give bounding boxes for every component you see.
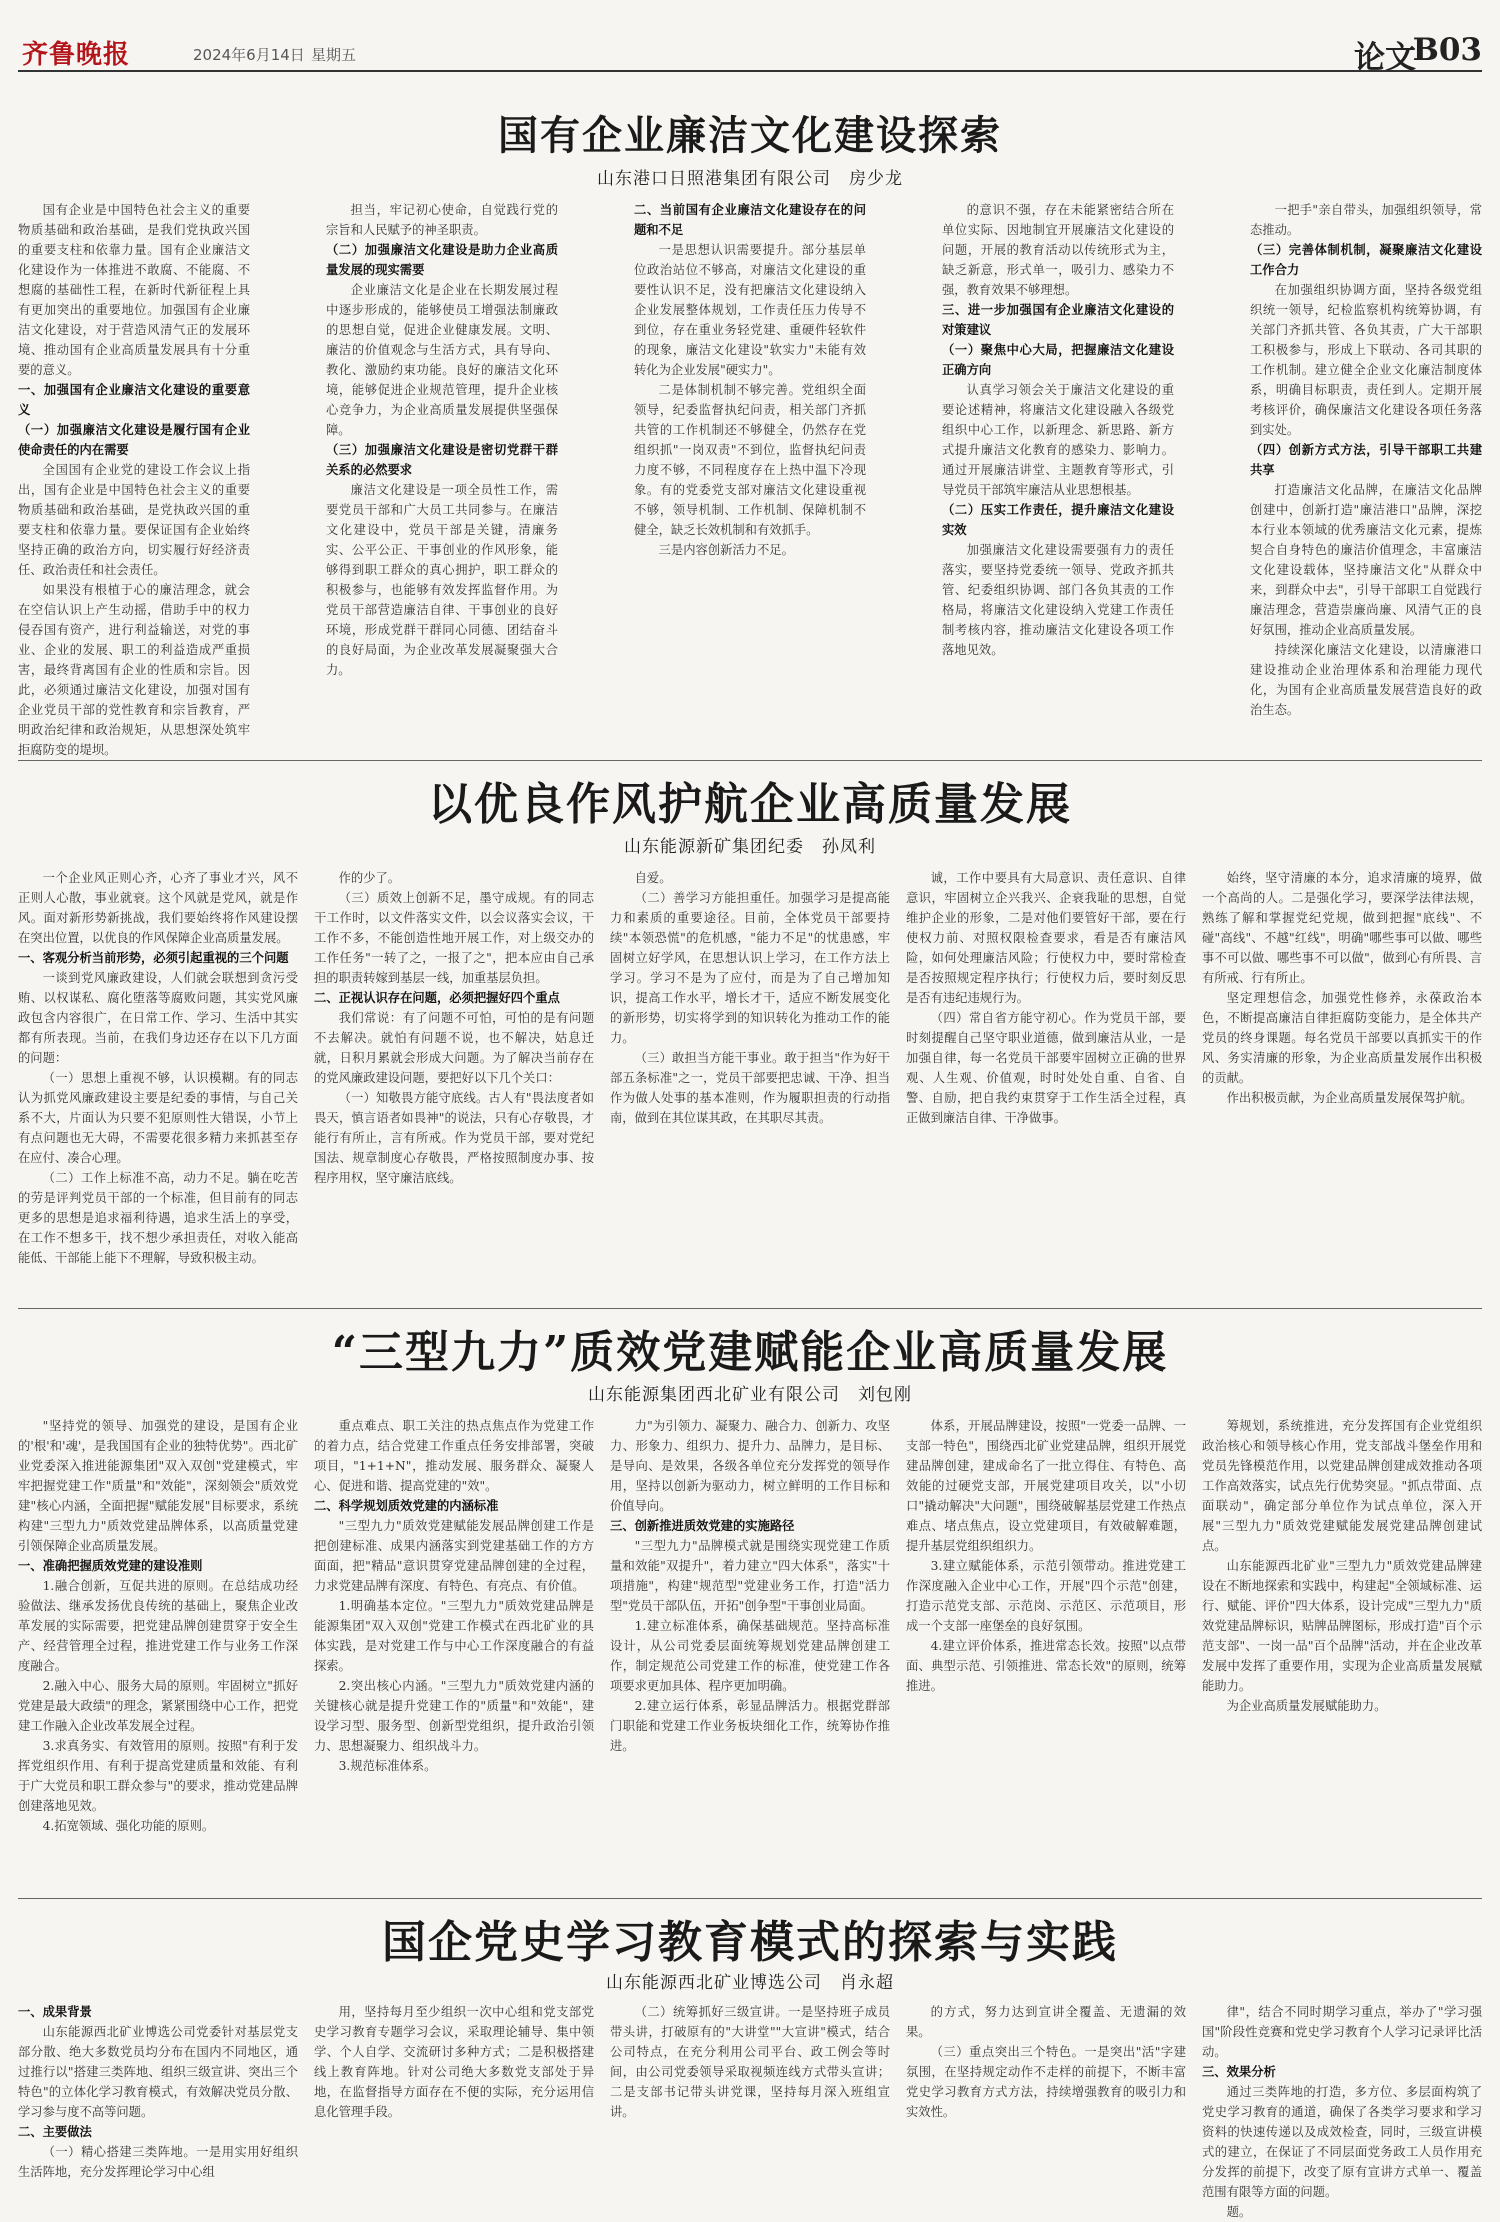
paragraph: 律"，结合不同时期学习重点，举办了"学习强国"阶段性竞赛和党史学习教育个人学习记录评比活动。 xyxy=(1202,2005,1482,2059)
issue-date: 2024年6月14日 xyxy=(193,46,305,64)
paragraph: 2.突出核心内涵。"三型九力"质效党建内涵的关键核心就是提升党建工作的"质量"和"效能"，建设学习型、服务型、创新型党组织，提升政治引领力、思想凝聚力、组织战斗力。 xyxy=(314,1679,594,1753)
paragraph: 1.建立标准体系，确保基础规范。坚持高标准设计，从公司党委层面统筹规划党建品牌创建工作，制定规范公司党建工作的标准，使党建工作各项要求更加具体、程序更加明确。 xyxy=(610,1619,890,1693)
article-column xyxy=(1202,2002,1482,2219)
article-column xyxy=(610,2002,890,2192)
paragraph: 二是体制机制不够完善。党组织全面领导，纪委监督执纪问责，相关部门齐抓共管的工作机制还不够健全，仍然存在党组织抓"一岗双责"不到位，监督执纪问责力度不够，不同程度存在上热中温下冷现象。有的党委党支部对廉洁文化建设重视不够，领导机制、工作机制、保障机制不健全，缺乏长效机制和有效抓手。 xyxy=(634,383,866,537)
paragraph: 一个企业风正则心齐，心齐了事业才兴，风不正则人心散，事业就衰。这个风就是党风，就是作风。面对新形势新挑战，我们要始终将作风建设摆在突出位置，以优良的作风保障企业高质量发展。 xyxy=(18,871,298,945)
article-byline: 山东能源集团西北矿业有限公司 刘包刚 xyxy=(588,1385,912,1405)
article-body xyxy=(18,200,1482,757)
paragraph: 4.拓宽领域、强化功能的原则。 xyxy=(42,1819,215,1833)
paragraph: 通过三类阵地的打造，多方位、多层面构筑了党史学习教育的通道，确保了各类学习要求和学习资料的快速传递以及成效检查，同时，三级宣讲模式的建立，在保证了不同层面党务政工人员作用充分发挥的前提下，改变了原有宣讲方式单一、覆盖范围有限等方面的问题。 xyxy=(1202,2085,1482,2199)
paragraph: （二）工作上标准不高，动力不足。躺在吃苦的劳是评判党员干部的一个标准，但目前有的同志更多的思想是追求福利待遇，追求生活上的享受，在工作不想多干，找不想少承担责任，对收入能高能低、干部能上能下不理解，导致积极主动。 xyxy=(18,1171,298,1265)
paragraph: 认真学习领会关于廉洁文化建设的重要论述精神，将廉洁文化建设融入各级党组织中心工作，以新理念、新思路、新方式提升廉洁文化教育的感染力、影响力。通过开展廉洁讲堂、主题教育等形式，引导党员干部筑牢廉洁从业思想根基。 xyxy=(942,383,1174,497)
article-byline: 山东能源新矿集团纪委 孙凤利 xyxy=(624,837,876,857)
paragraph: 在加强组织协调方面，坚持各级党组织统一领导，纪检监察机构统筹协调，有关部门齐抓共管、各负其责，广大干部职工积极参与，形成上下联动、各司其职的工作机制。建立健全企业文化廉洁制度体系，明确目标职责，责任到人。定期开展考核评价，确保廉洁文化建设各项任务落到实处。 xyxy=(1250,283,1482,437)
paragraph: 山东能源西北矿业博选公司党委针对基层党支部分散、绝大多数党员均分布在国内不同地区，通过推行以"搭建三类阵地、组织三级宣讲、突出三个特色"的立体化学习教育模式，有效解决党员分散、学习参与度不高等问题。 xyxy=(18,2025,298,2119)
section-heading: 二、当前国有企业廉洁文化建设存在的问题和不足 xyxy=(634,202,866,237)
paragraph: 如果没有根植于心的廉洁理念，就会在空信认识上产生动摇，借助手中的权力侵吞国有资产，进行利益输送，对党的事业、企业的发展、职工的利益造成严重损害，最终背离国有企业的性质和宗旨。因此，必须通过廉洁文化建设，加强对国有企业党员干部的党性教育和宗旨教育，严明政治纪律和政治规矩，从思想深处筑牢拒腐防变的堤坝。 xyxy=(18,583,250,757)
paragraph: 3.建立赋能体系，示范引领带动。推进党建工作深度融入企业中心工作，开展"四个示范"创建，打造示范党支部、示范岗、示范区、示范项目，形成一个支部一座堡垒的良好氛围。 xyxy=(906,1559,1186,1633)
newspaper-logo: 齐鲁晚报 xyxy=(22,40,131,70)
article-body xyxy=(18,868,1482,1298)
paragraph: 坚定理想信念，加强党性修养，永葆政治本色，不断提高廉洁自律拒腐防变能力，是全体共产党员的终身课题。每名党员干部要以真抓实干的作风、务实清廉的形象，为企业高质量发展作出积极的贡献。 xyxy=(1202,991,1482,1085)
paragraph: 体系，开展品牌建设，按照"一党委一品牌、一支部一特色"，围绕西北矿业党建品牌，组织开展党建品牌创建，建成命名了一批立得住、有特色、高效能的过硬党支部，开展党建项目攻关，以"小切口"撬动解决"大问题"，围绕破解基层党建工作热点难点、堵点焦点，设立党建项目，有效破解难题，提升基层党组织组织力。 xyxy=(906,1419,1186,1553)
paragraph: （一）知敬畏方能守底线。古人有"畏法度者如畏天，慎言语者如畏神"的说法，只有心存敬畏，才能行有所止，言有所戒。作为党员干部，要对党纪国法、规章制度心存敬畏，严格按照制度办事、按程序用权，坚守廉洁底线。 xyxy=(314,1091,594,1185)
article-title: “三型九力”质效党建赋能企业高质量发展 xyxy=(331,1327,1169,1378)
article-title: 国企党史学习教育模式的探索与实践 xyxy=(382,1917,1118,1968)
article-column xyxy=(1250,200,1482,750)
paragraph: 一谈到党风廉政建设，人们就会联想到贪污受贿、以权谋私、腐化堕落等腐败问题，其实党风廉政包含内容很广，在日常工作、学习、生活中其实都有所表现。当前，在我们身边还存在以下几方面的问题： xyxy=(18,971,298,1065)
section-heading: （三）完善体制机制，凝聚廉洁文化建设工作合力 xyxy=(1250,242,1482,277)
paragraph: （三）重点突出三个特色。一是突出"活"字建氛围，在坚持规定动作不走样的前提下，不断丰富党史学习教育方式方法，持续增强教育的吸引力和实效性。 xyxy=(906,2045,1186,2119)
paragraph: 全国国有企业党的建设工作会议上指出，国有企业是中国特色社会主义的重要物质基础和政治基础，是党执政兴国的重要支柱和依靠力量。要保证国有企业始终坚持正确的政治方向，切实履行好经济责任、政治责任和社会责任。 xyxy=(18,463,250,577)
paragraph: 1.明确基本定位。"三型九力"质效党建品牌是能源集团"双入双创"党建工作模式在西北矿业的具体实践，是对党建工作与中心工作深度融合的有益探索。 xyxy=(314,1599,594,1673)
article-column xyxy=(18,868,298,1298)
article-column xyxy=(906,2002,1186,2192)
section-heading: 二、正视认识存在问题，必须把握好四个重点 xyxy=(314,990,560,1005)
paragraph: "坚持党的领导、加强党的建设，是国有企业的'根'和'魂'，是我国国有企业的独特优势"。西北矿业党委深入推进能源集团"双入双创"党建模式，牢牢把握党建工作"质量"和"效能"，深刻领会"质效党建"核心内涵，全面把握"赋能发展"目标要求，系统构建"三型九力"质效党建品牌体系，以高质量党建引领保障企业高质量发展。 xyxy=(18,1419,298,1553)
paragraph: 始终，坚守清廉的本分，追求清廉的境界，做一个高尚的人。二是强化学习，要深学法律法规，熟练了解和掌握党纪党规，做到把握"底线"、不碰"高线"、不越"红线"，明确"哪些事可以做、哪些事不可以做、哪些事不可以做"，做到心有所畏、言有所戒、行有所止。 xyxy=(1202,871,1482,985)
article-column xyxy=(314,2002,594,2192)
article-separator xyxy=(18,760,1482,761)
paragraph: 加强廉洁文化建设需要强有力的责任落实，要坚持党委统一领导、党政齐抓共管、纪委组织协调、部门各负其责的工作格局，将廉洁文化建设纳入党建工作责任制考核内容，推动廉洁文化建设各项工作落地见效。 xyxy=(942,543,1174,657)
paragraph: （二）统筹抓好三级宣讲。一是坚持班子成员带头讲，打破原有的"大讲堂""大宣讲"模式，结合公司特点，在充分利用公司平台、政工例会等时间，由公司党委领导采取视频连线方式带头宣讲；二是支部书记带头讲党课，坚持每月深入班组宣讲。 xyxy=(610,2005,890,2119)
paragraph: 为企业高质量发展赋能助力。 xyxy=(1226,1699,1387,1713)
section-heading: （一）聚焦中心大局，把握廉洁文化建设正确方向 xyxy=(942,342,1174,377)
paragraph: 担当，牢记初心使命，自觉践行党的宗旨和人民赋予的神圣职责。 xyxy=(326,203,558,237)
paragraph: 诚，工作中要具有大局意识、责任意识、自律意识，牢固树立企兴我兴、企衰我耻的思想，自觉维护企业的形象，二是对他们要管好干部，要在行使权力前、对照权限检查要求，看是否有廉洁风险，如何处理廉洁风险；行使权力中，要时常检查是否按照规定程序执行；行使权力后，要时刻反思是否有违纪违规行为。 xyxy=(906,871,1186,1005)
paragraph: "三型九力"品牌模式就是围绕实现党建工作质量和效能"双提升"，着力建立"四大体系"，落实"十项措施"，构建"规范型"党建业务工作，打造"活力型"党员干部队伍，开拓"创争型"干事创业局面。 xyxy=(610,1539,890,1613)
article-column xyxy=(610,868,890,1298)
article-column xyxy=(610,1416,890,1886)
paragraph: 我们常说：有了问题不可怕，可怕的是有问题不去解决。就怕有问题不说，也不解决，姑息迁就，日积月累就会形成大问题。为了解决当前存在的党风廉政建设问题，要把好以下几个关口： xyxy=(314,1011,594,1085)
section-heading: 一、成果背景 xyxy=(18,2004,92,2019)
article-column xyxy=(314,1416,594,1886)
paragraph: 1.融合创新，互促共进的原则。在总结成功经验做法、继承发扬优良传统的基础上，聚焦企业改革发展的实际需要，把党建品牌创建贯穿于安全生产、经营管理全过程，推进党建工作与业务工作深度融合。 xyxy=(18,1579,298,1673)
paragraph: （一）思想上重视不够，认识模糊。有的同志认为抓党风廉政建设主要是纪委的事情，与自己关系不大，片面认为只要不犯原则性大错误，小节上有点问题也无大碍，不需要花很多精力来抓甚至存在应付、凑合心理。 xyxy=(18,1071,298,1165)
paragraph: 3.规范标准体系。 xyxy=(338,1759,437,1773)
paragraph: 廉洁文化建设是一项全员性工作，需要党员干部和广大员工共同参与。在廉洁文化建设中，党员干部是关键，清廉务实、公平公正、干事创业的作风形象，能够得到职工群众的真心拥护，职工群众的积极参与，也能够有效发挥监督作用。为党员干部营造廉洁自律、干事创业的良好环境，形成党群干群同心同德、团结奋斗的良好局面，为企业改革发展凝聚强大合力。 xyxy=(326,483,558,677)
paragraph: 的意识不强，存在未能紧密结合所在单位实际、因地制宜开展廉洁文化建设的问题，开展的教育活动以传统形式为主，缺乏新意，形式单一，吸引力、感染力不强，教育效果不够理想。 xyxy=(942,203,1174,297)
paragraph: 用，坚持每月至少组织一次中心组和党支部党史学习教育专题学习会议，采取理论辅导、集中领学、个人自学、交流研讨多种方式；二是积极搭建线上教育阵地。针对公司绝大多数党支部处于异地，在监督指导方面存在不便的实际，充分运用信息化管理手段。 xyxy=(314,2005,594,2119)
paragraph: 企业廉洁文化是企业在长期发展过程中逐步形成的，能够使员工增强法制廉政的思想自觉，促进企业健康发展。文明、廉洁的价值观念与生活方式，具有导向、教化、激励约束功能。良好的廉洁文化环境，能够促进企业规范管理，提升企业核心竞争力，为企业高质量发展提供坚强保障。 xyxy=(326,283,558,437)
article-separator xyxy=(18,1898,1482,1899)
article-column xyxy=(18,1416,298,1886)
paragraph: 题。 xyxy=(1226,2205,1252,2219)
section-heading: 一、客观分析当前形势，必须引起重视的三个问题 xyxy=(18,950,289,965)
article-column xyxy=(18,2002,298,2192)
section-name: 论文 xyxy=(1354,40,1416,76)
paragraph: （三）敢担当方能干事业。敢于担当"作为好干部五条标准"之一，党员干部要把忠诚、干净、担当作为做人处事的基本准则，作为履职担责的行动指南，做到在其位谋其政，在其职尽其责。 xyxy=(610,1051,890,1125)
paragraph: （四）常自省方能守初心。作为党员干部，要时刻提醒自己坚守职业道德，做到廉洁从业，一是加强自律，每一名党员干部要牢固树立正确的世界观、人生观、价值观，时时处处自重、自省、自警、自励，把自我约束贯穿于工作生活全过程，真正做到廉洁自律、干净做事。 xyxy=(906,1011,1186,1125)
paragraph: 国有企业是中国特色社会主义的重要物质基础和政治基础，是我们党执政兴国的重要支柱和依靠力量。国有企业廉洁文化建设作为一体推进不敢腐、不能腐、不想腐的基础性工程，在新时代新征程上具有更加突出的重要地位。加强国有企业廉洁文化建设，对于营造风清气正的发展环境、推动国有企业高质量发展具有十分重要的意义。 xyxy=(18,203,250,377)
paragraph: 一是思想认识需要提升。部分基层单位政治站位不够高，对廉洁文化建设的重要性认识不足，没有把廉洁文化建设纳入企业发展整体规划，工作责任压力传导不到位，存在重业务轻党建、重硬件轻软件的现象，廉洁文化建设"软实力"未能有效转化为企业发展"硬实力"。 xyxy=(634,243,866,377)
paragraph: 一把手"亲自带头，加强组织领导，常态推动。 xyxy=(1250,203,1482,237)
paragraph: 作出积极贡献，为企业高质量发展保驾护航。 xyxy=(1226,1091,1473,1105)
section-heading: 三、进一步加强国有企业廉洁文化建设的对策建议 xyxy=(942,302,1174,337)
paragraph: 三是内容创新活力不足。 xyxy=(658,543,794,557)
issue-weekday: 星期五 xyxy=(311,46,357,64)
article-title: 国有企业廉洁文化建设探索 xyxy=(498,112,1002,159)
masthead-rule xyxy=(18,70,1482,72)
article-column xyxy=(906,868,1186,1298)
article-1 xyxy=(18,96,1482,756)
article-column xyxy=(634,200,866,750)
paragraph: 持续深化廉洁文化建设，以清廉港口建设推动企业治理体系和治理能力现代化，为国有企业高质量发展营造良好的政治生态。 xyxy=(1250,643,1482,717)
section-heading: （三）加强廉洁文化建设是密切党群干群关系的必然要求 xyxy=(326,442,558,477)
paragraph: 的方式，努力达到宣讲全覆盖、无遗漏的效果。 xyxy=(906,2005,1186,2039)
section-heading: 二、主要做法 xyxy=(18,2124,92,2139)
article-3 xyxy=(18,1312,1482,1912)
paragraph: 力"为引领力、凝聚力、融合力、创新力、攻坚力、形象力、组织力、提升力、品牌力，是目标、是导向、是效果，各级各单位充分发挥党的领导作用，坚持以创新为驱动力，树立鲜明的工作目标和价值导向。 xyxy=(610,1419,890,1513)
article-column xyxy=(942,200,1174,750)
paragraph: 筹规划，系统推进，充分发挥国有企业党组织政治核心和领导核心作用，党支部战斗堡垒作用和党员先锋模范作用，以党建品牌创建成效推动各项工作高效落实，试点先行优势突显。"抓点带面、点面联动"，确定部分单位作为试点单位，深入开展"三型九力"质效党建赋能发展党建品牌创建试点。 xyxy=(1202,1419,1482,1553)
article-separator xyxy=(18,1308,1482,1309)
section-heading: 三、效果分析 xyxy=(1202,2064,1276,2079)
section-heading: （二）加强廉洁文化建设是助力企业高质量发展的现实需要 xyxy=(326,242,558,277)
article-column xyxy=(18,200,250,757)
paragraph: 3.求真务实、有效管用的原则。按照"有利于发挥党组织作用、有利于提高党建质量和效能、有利于广大党员和职工群众参与"的要求，推动党建品牌创建落地见效。 xyxy=(18,1739,298,1813)
paragraph: 山东能源西北矿业"三型九力"质效党建品牌建设在不断地探索和实践中，构建起"全领域标准、运行、赋能、评价"四大体系，设计完成"三型九力"质效党建品牌标识，贴牌品牌图标，形成打造"百个示范支部"、一岗一品"百个品牌"活动，并在企业改革发展中发挥了重要作用，实现为企业高质量发展赋能助力。 xyxy=(1202,1559,1482,1693)
page-number: B03 xyxy=(1412,32,1482,68)
paragraph: 4.建立评价体系，推进常态长效。按照"以点带面、典型示范、引领推进、常态长效"的原则，统筹推进。 xyxy=(906,1639,1186,1693)
section-heading: （二）压实工作责任，提升廉洁文化建设实效 xyxy=(942,502,1174,537)
paragraph: 自爱。 xyxy=(634,871,672,885)
section-heading: （一）加强廉洁文化建设是履行国有企业使命责任的内在需要 xyxy=(18,422,250,457)
article-column xyxy=(1202,868,1482,1298)
section-heading: 一、加强国有企业廉洁文化建设的重要意义 xyxy=(18,382,250,417)
paragraph: （三）质效上创新不足，墨守成规。有的同志干工作时，以文件落实文件，以会议落实会议，干工作不多，不能创造性地开展工作，对上级交办的工作任务"一转了之，一报了之"，把本应由自己承担的职责转嫁到基层一线，加重基层负担。 xyxy=(314,891,594,985)
section-heading: 三、创新推进质效党建的实施路径 xyxy=(610,1518,795,1533)
article-column xyxy=(1202,1416,1482,1886)
section-heading: （四）创新方式方法，引导干部职工共建共享 xyxy=(1250,442,1482,477)
paragraph: 2.融入中心、服务大局的原则。牢固树立"抓好党建是最大政绩"的理念，紧紧围绕中心工作，把党建工作融入企业改革发展全过程。 xyxy=(18,1679,298,1733)
article-byline: 山东能源西北矿业博选公司 肖永超 xyxy=(606,1973,894,1993)
section-heading: 一、准确把握质效党建的建设准则 xyxy=(18,1558,203,1573)
article-byline: 山东港口日照港集团有限公司 房少龙 xyxy=(597,169,903,189)
paragraph: （一）精心搭建三类阵地。一是用实用好组织生活阵地，充分发挥理论学习中心组 xyxy=(18,2145,298,2179)
article-body xyxy=(18,1416,1482,1886)
paragraph: "三型九力"质效党建赋能发展品牌创建工作是把创建标准、成果内涵落实到党建基础工作的方方面面，把"精品"意识贯穿党建品牌创建的全过程，力求党建品牌有深度、有特色、有亮点、有价值。 xyxy=(314,1519,594,1593)
article-4 xyxy=(18,1902,1482,2219)
paragraph: 2.建立运行体系，彰显品牌活力。根据党群部门职能和党建工作业务板块细化工作，统筹协作推进。 xyxy=(610,1699,890,1753)
paragraph: （二）善学习方能担重任。加强学习是提高能力和素质的重要途径。目前，全体党员干部要持续"本领恐慌"的危机感，"能力不足"的忧患感，牢固树立好学风，在思想认识上学习，在工作方法上学习。学习不是为了应付，而是为了自己增加知识，提高工作水平，增长才干，适应不断发展变化的新形势，切实将学到的知识转化为推动工作的能力。 xyxy=(610,891,890,1045)
paragraph: 打造廉洁文化品牌，在廉洁文化品牌创建中，创新打造"廉洁港口"品牌，深挖本行业本领域的优秀廉洁文化元素，提炼契合自身特色的廉洁价值理念，丰富廉洁文化建设载体，坚持廉洁文化"从群众中来，到群众中去"，引导干部职工自觉践行廉洁理念，营造崇廉尚廉、风清气正的良好氛围，推动企业高质量发展。 xyxy=(1250,483,1482,637)
article-column xyxy=(314,868,594,1298)
masthead xyxy=(18,8,1482,76)
paragraph: 作的少了。 xyxy=(338,871,401,885)
section-heading: 二、科学规划质效党建的内涵标准 xyxy=(314,1498,499,1513)
article-2 xyxy=(18,764,1482,1304)
article-column xyxy=(326,200,558,750)
article-body xyxy=(18,2002,1482,2219)
article-title: 以优良作风护航企业高质量发展 xyxy=(428,779,1072,830)
article-column xyxy=(906,1416,1186,1886)
paragraph: 重点难点、职工关注的热点焦点作为党建工作的着力点，结合党建工作重点任务安排部署，突破项目，"1+1+N"，推动发展、服务群众、凝聚人心、促进和谐、提高党建的"效"。 xyxy=(314,1419,594,1493)
